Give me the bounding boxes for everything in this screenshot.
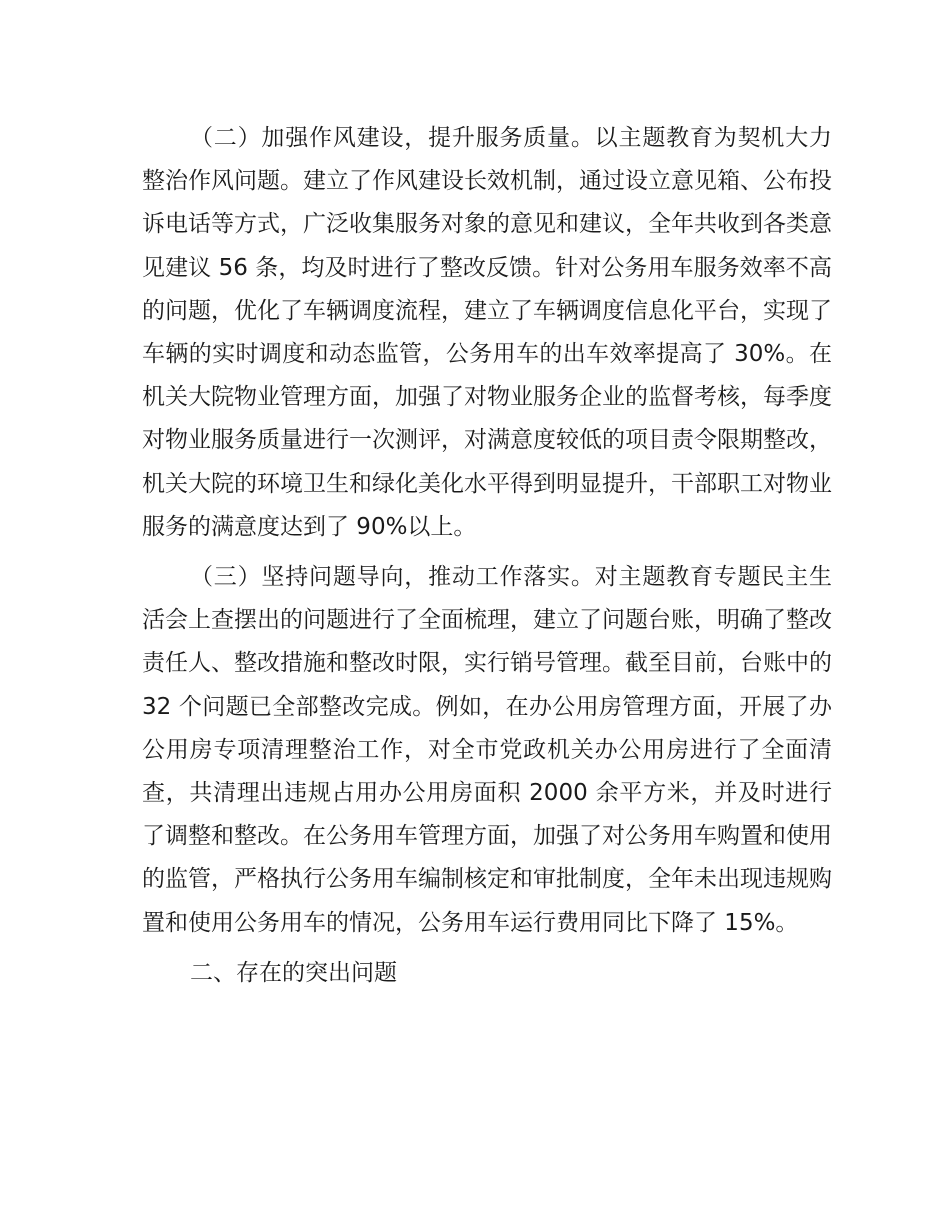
document-body bbox=[142, 117, 832, 995]
paragraph-problem-orientation: （三）坚持问题导向，推动工作落实。对主题教育专题民主生活会上查摆出的问题进行了全面梳理，建立了问题台账，明确了整改责任人、整改措施和整改时限，实行销号管理。截至目前，台账中的 32 个问题已全部整改完成。例如，在办公用房管理方面，开展了办公用房专项清理整治工作，对全市党政机关办公用房进行了全面清查，共清理出违规占用办公用房面积 2000 余平方米，并及时进行了调整和整改。在公务用车管理方面，加强了对公务用车购置和使用的监管，严格执行公务用车编制核定和审批制度，全年未出现违规购置和使用公务用车的情况，公务用车运行费用同比下降了 15%。 bbox=[142, 564, 832, 936]
paragraph-style-building: （二）加强作风建设，提升服务质量。以主题教育为契机大力整治作风问题。建立了作风建设长效机制，通过设立意见箱、公布投诉电话等方式，广泛收集服务对象的意见和建议，全年共收到各类意见建议 56 条，均及时进行了整改反馈。针对公务用车服务效率不高的问题，优化了车辆调度流程，建立了车辆调度信息化平台，实现了车辆的实时调度和动态监管，公务用车的出车效率提高了 30%。在机关大院物业管理方面，加强了对物业服务企业的监督考核，每季度对物业服务质量进行一次测评，对满意度较低的项目责令限期整改，机关大院的环境卫生和绿化美化水平得到明显提升，干部职工对物业服务的满意度达到了 90%以上。 bbox=[142, 125, 832, 540]
section-heading: 二、存在的突出问题 bbox=[190, 959, 397, 986]
